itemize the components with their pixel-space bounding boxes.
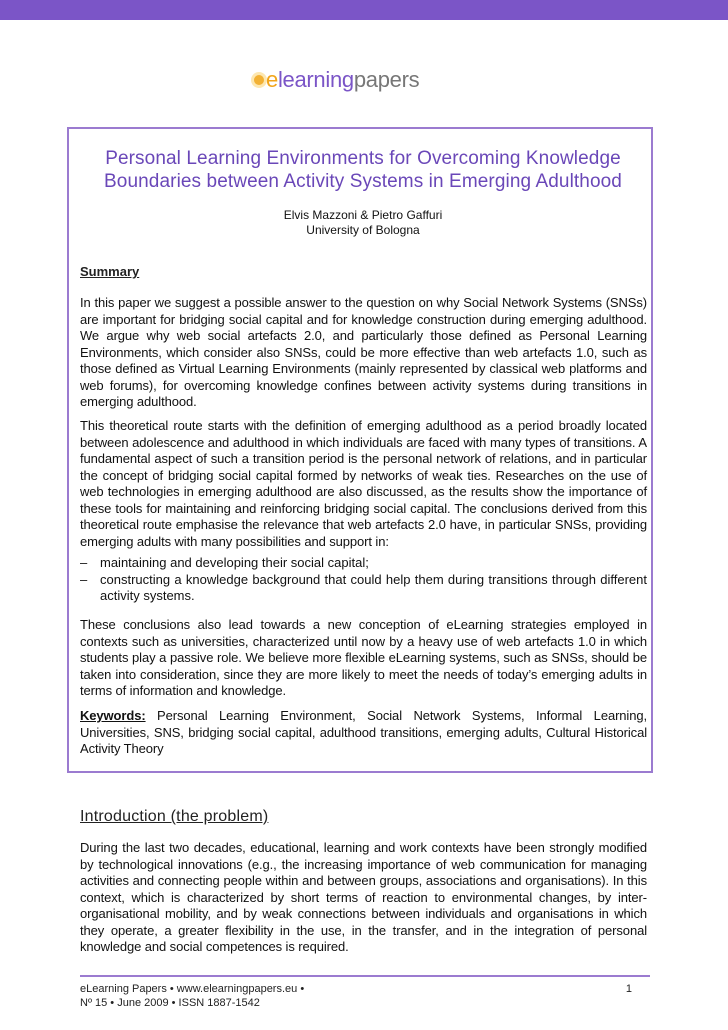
page-footer bbox=[80, 982, 650, 1010]
summary-paragraph-1: In this paper we suggest a possible answer to the question on why Social Network Systems (SNSs) are important for bridging social capital and for knowledge construction during emerging adulthood. We argue why web social artefacts 2.0, and particularly those defined as Personal Learning Environments, which consider also SNSs, could be more effective than web artefacts 1.0, such as those defined as Virtual Learning Environments (mainly represented by classical web platforms and web forums), for overcoming knowledge confines between activity systems during transitions in emerging adulthood. bbox=[80, 295, 647, 409]
footer-line-1: eLearning Papers • www.elearningpapers.eu • bbox=[80, 983, 305, 995]
footer-divider bbox=[80, 975, 650, 977]
summary-paragraph-2: This theoretical route starts with the definition of emerging adulthood as a period broadly located between adolescence and adulthood in which individuals are faced with many types of transitions. A fundamental aspect of such a transition period is the personal network of relations, and in particular the concept of bridging social capital formed by networks of weak ties. Researches on the use of web technologies in emerging adulthood are also discussed, as the results show the importance of these tools for maintaining and reinforcing bridging social capital. The conclusions derived from this theoretical route emphasise the relevance that web artefacts 2.0 have, in particular SNSs, providing emerging adults with many possibilities and support in: bbox=[80, 418, 647, 549]
summary-paragraph-3: These conclusions also lead towards a new conception of eLearning strategies employed in contexts such as universities, characterized until now by a heavy use of web artefacts 1.0 in which students play a passive role. We believe more flexible eLearning systems, such as SNSs, should be taken into consideration, since they are more likely to meet the needs of today’s emerging adults in terms of information and knowledge. bbox=[80, 617, 647, 698]
top-banner bbox=[0, 0, 728, 20]
elearningpapers-logo bbox=[254, 66, 419, 94]
logo-text: elearningpapers bbox=[266, 67, 420, 92]
keywords bbox=[80, 708, 647, 758]
introduction-heading: Introduction (the problem) bbox=[80, 808, 269, 825]
summary-heading: Summary bbox=[80, 264, 140, 279]
keywords-label: Keywords: bbox=[80, 708, 146, 723]
keywords-list: Personal Learning Environment, Social Network Systems, Informal Learning, Universities, SNS, bridging social capital, adulthood transitions, emerging adults, Cultural Historical Activity Theory bbox=[80, 708, 647, 756]
sun-icon bbox=[254, 75, 264, 85]
page-number: 1 bbox=[625, 983, 632, 995]
list-item: – maintaining and developing their social capital; bbox=[80, 555, 647, 572]
footer-line-2: Nº 15 • June 2009 • ISSN 1887-1542 bbox=[80, 997, 260, 1009]
author-block bbox=[80, 208, 646, 238]
affiliation: University of Bologna bbox=[306, 223, 420, 237]
summary-bullet-list bbox=[80, 555, 647, 605]
authors: Elvis Mazzoni & Pietro Gaffuri bbox=[283, 208, 443, 222]
introduction-paragraph-1: During the last two decades, educational, learning and work contexts have been strongly modified by technological innovations (e.g., the increasing importance of web communication for managing activities and connecting people within and between groups, associations and organisations). In this context, which is characterized by short terms of reaction to environmental changes, by inter-organisational mobility, and by weak connections between individuals and organisations in which they operate, a greater flexibility in the use, in the transfer, and in the integration of personal knowledge and social competences is required. bbox=[80, 840, 647, 954]
paper-title: Personal Learning Environments for Overcoming Knowledge Boundaries between Activity Systems in Emerging Adulthood bbox=[104, 148, 622, 192]
list-item: – constructing a knowledge background that could help them during transitions through different activity systems. bbox=[80, 572, 647, 605]
